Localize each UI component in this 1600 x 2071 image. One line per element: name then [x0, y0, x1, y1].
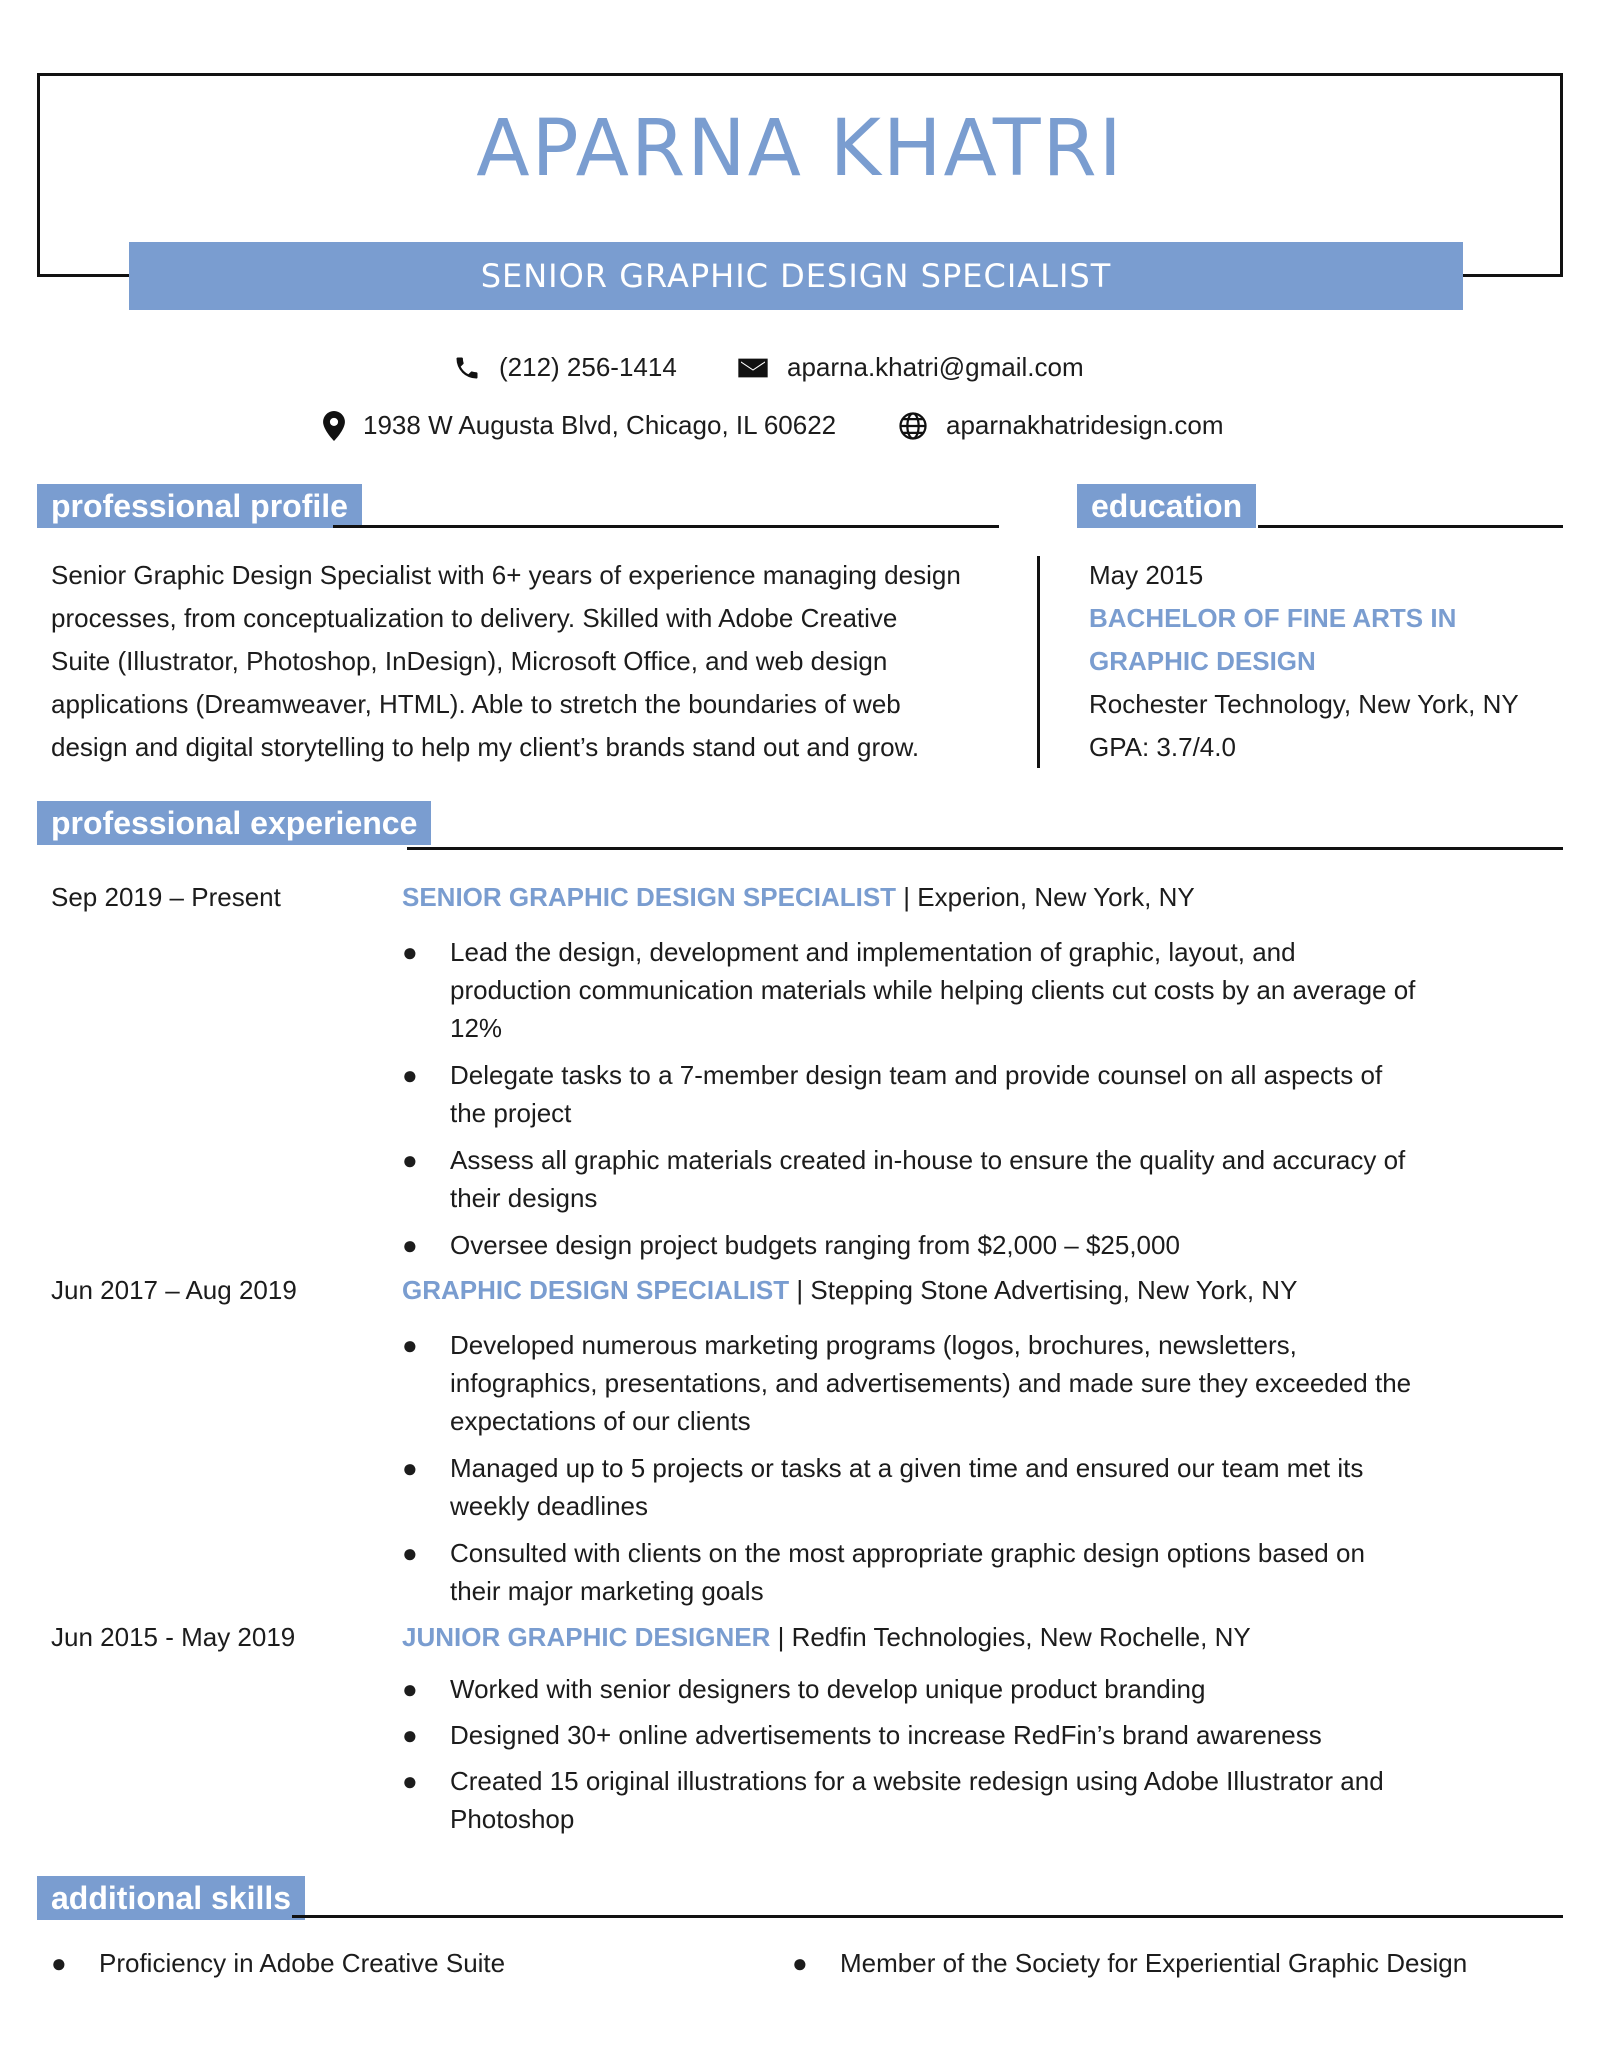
envelope-icon [737, 355, 769, 381]
email-link[interactable]: aparna.khatri@gmail.com [787, 352, 1084, 382]
profile-summary [51, 554, 961, 769]
contact-address [323, 410, 836, 441]
contact-website[interactable] [898, 410, 1224, 441]
job-bullet: ● Assess all graphic materials created in-house to ensure the quality and accuracy of their designs [402, 1141, 1422, 1217]
education-date: May 2015 [1089, 560, 1204, 590]
job-bullet: ● Oversee design project budgets ranging from $2,000 – $25,000 [402, 1226, 1422, 1264]
header-frame-top [37, 73, 1563, 76]
job-company: | Experion, New York, NY [896, 882, 1195, 912]
bullet-mark: ● [402, 1720, 418, 1750]
bullet-mark: ● [792, 1948, 808, 1978]
column-divider [1037, 556, 1040, 768]
job-heading [402, 882, 1195, 913]
phone-icon [453, 354, 481, 382]
job-heading [402, 1275, 1297, 1306]
contact-phone [453, 352, 677, 383]
section-heading-education: education [1077, 484, 1256, 528]
job-bullet: ● Managed up to 5 projects or tasks at a given time and ensured our team met its weekly deadlines [402, 1449, 1422, 1525]
job-bullet: ● Developed numerous marketing programs (logos, brochures, newsletters, infographics, presentations, and advertisements) and made sure they exceeded the expectations of our clients [402, 1326, 1422, 1440]
job-dates: Sep 2019 – Present [51, 882, 281, 912]
education-gpa: GPA: 3.7/4.0 [1089, 732, 1236, 762]
job-bullet: ● Delegate tasks to a 7-member design team and provide counsel on all aspects of the project [402, 1056, 1422, 1132]
map-pin-icon [323, 411, 345, 441]
job-dates: Jun 2017 – Aug 2019 [51, 1275, 297, 1305]
bullet-mark: ● [402, 1538, 418, 1568]
bullet-mark: ● [402, 1230, 418, 1260]
bullet-mark: ● [402, 1330, 418, 1360]
phone-text: (212) 256-1414 [499, 352, 677, 382]
job-title: SENIOR GRAPHIC DESIGN SPECIALIST [402, 882, 897, 912]
education-degree-line2: GRAPHIC DESIGN [1089, 646, 1316, 676]
job-title-banner [129, 242, 1463, 310]
job-title: JUNIOR GRAPHIC DESIGNER [402, 1622, 771, 1652]
bullet-mark: ● [402, 1145, 418, 1175]
address-text: 1938 W Augusta Blvd, Chicago, IL 60622 [363, 410, 837, 440]
experience-rule [407, 847, 1563, 850]
job-title: SENIOR GRAPHIC DESIGN SPECIALIST [480, 257, 1112, 295]
globe-icon [898, 411, 928, 441]
section-heading-experience: professional experience [37, 801, 431, 845]
job-dates: Jun 2015 - May 2019 [51, 1622, 296, 1652]
profile-rule [333, 525, 999, 528]
bullet-mark: ● [51, 1948, 67, 1978]
job-company: | Stepping Stone Advertising, New York, NY [789, 1275, 1298, 1305]
job-title: GRAPHIC DESIGN SPECIALIST [402, 1275, 790, 1305]
skill-item: ● Proficiency in Adobe Creative Suite [51, 1948, 506, 1978]
education-degree-line1: BACHELOR OF FINE ARTS IN [1089, 603, 1457, 633]
contact-email[interactable] [737, 352, 1084, 383]
skills-rule [292, 1915, 1563, 1918]
section-heading-skills: additional skills [37, 1876, 305, 1920]
profile-line: processes, from conceptualization to delivery. Skilled with Adobe Creative [51, 603, 898, 633]
profile-line: design and digital storytelling to help my client’s brands stand out and grow. [51, 732, 920, 762]
section-heading-profile: professional profile [37, 484, 362, 528]
candidate-name: APARNA KHATRI [476, 104, 1124, 194]
profile-line: Senior Graphic Design Specialist with 6+ years of experience managing design [51, 560, 961, 590]
job-heading [402, 1622, 1251, 1653]
profile-line: applications (Dreamweaver, HTML). Able to stretch the boundaries of web [51, 689, 901, 719]
bullet-mark: ● [402, 1060, 418, 1090]
job-bullet: ● Created 15 original illustrations for a website redesign using Adobe Illustrator and Photoshop [402, 1762, 1422, 1838]
skill-item: ● Member of the Society for Experiential Graphic Design [792, 1948, 1468, 1978]
education-rule [1258, 525, 1563, 528]
header-frame-bottom-right [1463, 274, 1563, 277]
bullet-mark: ● [402, 1674, 418, 1704]
job-bullet: ● Lead the design, development and implementation of graphic, layout, and production communication materials while helping clients cut costs by an average of 12% [402, 933, 1422, 1047]
website-link[interactable]: aparnakhatridesign.com [946, 410, 1224, 440]
job-company: | Redfin Technologies, New Rochelle, NY [770, 1622, 1251, 1652]
profile-line: Suite (Illustrator, Photoshop, InDesign), Microsoft Office, and web design [51, 646, 888, 676]
bullet-mark: ● [402, 1453, 418, 1483]
header-frame-right [1560, 73, 1563, 276]
bullet-mark: ● [402, 1766, 418, 1796]
bullet-mark: ● [402, 937, 418, 967]
job-bullet: ● Consulted with clients on the most appropriate graphic design options based on their major marketing goals [402, 1534, 1422, 1610]
job-bullet: ● Designed 30+ online advertisements to increase RedFin’s brand awareness [402, 1716, 1422, 1754]
job-bullet: ● Worked with senior designers to develop unique product branding [402, 1670, 1422, 1708]
education-school: Rochester Technology, New York, NY [1089, 689, 1519, 719]
header-frame-bottom-left [37, 274, 129, 277]
